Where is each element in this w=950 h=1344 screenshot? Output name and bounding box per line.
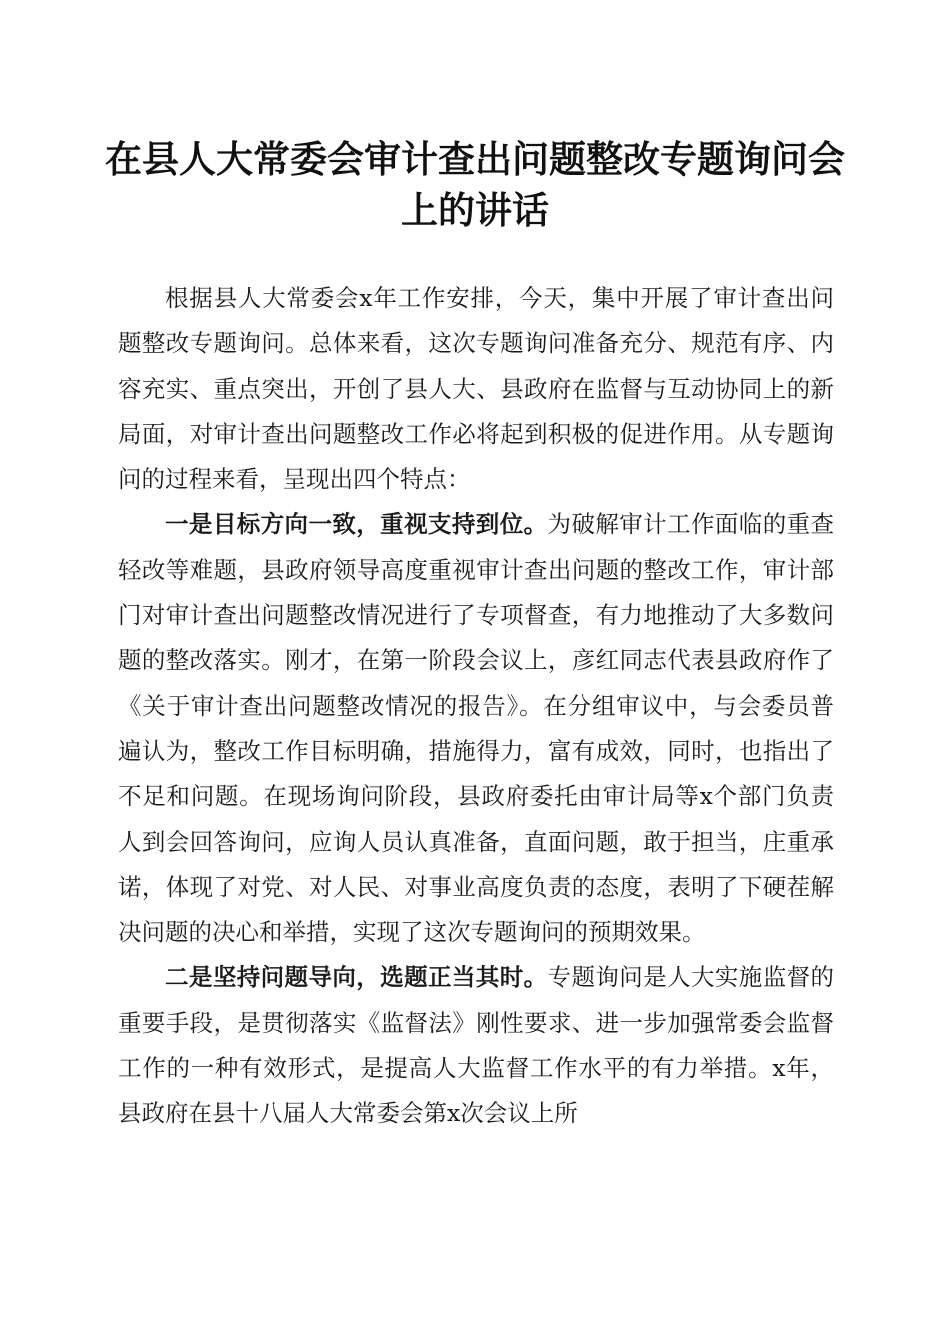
paragraph-intro-text: 根据县人大常委会x年工作安排，今天，集中开展了审计查出问题整改专题询问。总体来看，这次专题询问准备充分、规范有序、内容充实、重点突出，开创了县人大、县政府在监督与互动协同上的新局面，对审计查出问题整改工作必将起到积极的促进作用。从专题询问的过程来看，呈现出四个特点：: [118, 284, 834, 494]
paragraph-point-two-lead: 二是坚持问题导向，选题正当其时。: [165, 963, 548, 992]
paragraph-point-one-text: 为破解审计工作面临的重查轻改等难题，县政府领导高度重视审计查出问题的整改工作，审计部门对审计查出问题整改情况进行了专项督查，有力地推动了大多数问题的整改落实。刚才，在第一阶段会议上，彦红同志代表县政府作了《关于审计查出问题整改情况的报告》。在分组审议中，与会委员普遍认为，整改工作目标明确，措施得力，富有成效，同时，也指出了不足和问题。在现场询问阶段，县政府委托由审计局等x个部门负责人到会回答询问，应询人员认真准备，直面问题，敢于担当，庄重承诺，体现了对党、对人民、对事业高度负责的态度，表明了下硬茬解决问题的决心和举措，实现了这次专题询问的预期效果。: [118, 510, 835, 947]
paragraph-point-one-lead: 一是目标方向一致，重视支持到位。: [165, 510, 548, 539]
paragraph-point-one: [118, 502, 834, 955]
paragraph-point-two-text: 专题询问是人大实施监督的重要手段，是贯彻落实《监督法》刚性要求、进一步加强常委会监督工作的一种有效形式，是提高人大监督工作水平的有力举措。x年，县政府在县十八届人大常委会第x次会议上所: [118, 963, 835, 1128]
title-line-2: 上的讲话: [401, 188, 549, 232]
paragraph-point-two: [118, 955, 834, 1136]
paragraph-intro: [118, 276, 834, 502]
title-line-1: 在县人大常委会审计查出问题整改专题询问会: [105, 137, 845, 181]
document-body: [118, 276, 834, 1137]
document-title: [100, 134, 850, 236]
